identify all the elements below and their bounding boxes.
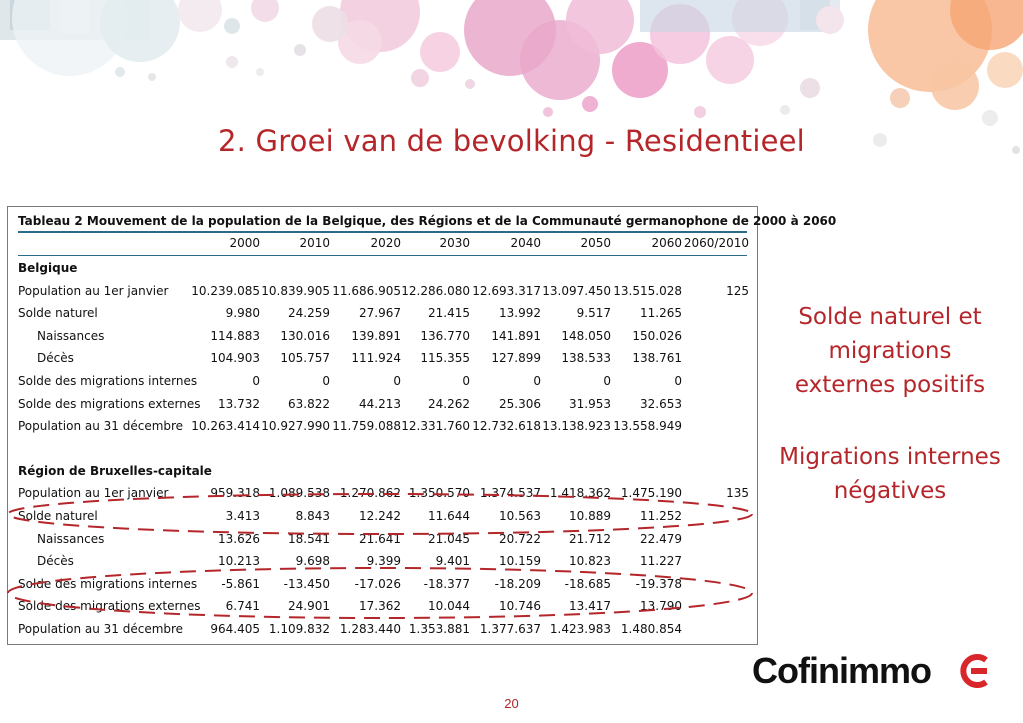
table-row [8, 329, 759, 347]
section-title: Belgique [18, 261, 78, 275]
table-cell: 0 [322, 374, 330, 388]
table-cell: 12.331.760 [401, 419, 470, 433]
table-cell: 10.839.905 [261, 284, 330, 298]
row-label: Décès [37, 351, 74, 365]
table-cell: -5.861 [221, 577, 260, 591]
table-cell: 31.953 [569, 397, 611, 411]
table-cell: 6.741 [225, 599, 260, 613]
table-cell: 0 [533, 374, 541, 388]
table-cell: 13.558.949 [613, 419, 682, 433]
table-cell: 1.270.862 [339, 486, 401, 500]
population-table [7, 206, 837, 645]
table-cell: 1.423.983 [549, 622, 611, 636]
table-cell: 135 [726, 486, 749, 500]
table-cell: 8.843 [295, 509, 330, 523]
table-cell: 18.541 [288, 532, 330, 546]
table-cell: 13.417 [569, 599, 611, 613]
table-row [8, 599, 759, 617]
page-number: 20 [504, 696, 519, 711]
column-header: 2040 [510, 236, 541, 250]
table-cell: 13.732 [218, 397, 260, 411]
row-label: Population au 31 décembre [18, 622, 184, 636]
table-cell: 138.533 [561, 351, 611, 365]
table-cell: 12.286.080 [401, 284, 470, 298]
table-cell: 959.318 [210, 486, 260, 500]
table-cell: 21.415 [428, 306, 470, 320]
table-cell: 9.399 [366, 554, 401, 568]
row-label: Solde des migrations externes [18, 397, 201, 411]
table-cell: 1.350.570 [408, 486, 470, 500]
table-row [8, 351, 759, 369]
table-cell: 1.374.537 [479, 486, 541, 500]
table-row [8, 577, 759, 595]
note-solde-positifs [770, 300, 1010, 402]
column-header: 2020 [370, 236, 401, 250]
table-cell: 11.227 [640, 554, 682, 568]
table-header-rule [18, 255, 747, 256]
table-cell: -18.685 [564, 577, 611, 591]
table-cell: 13.992 [499, 306, 541, 320]
logo-wordmark: Cofinimmo [752, 650, 931, 691]
note-1-line-3: externes positifs [794, 372, 986, 398]
table-cell: 12.732.618 [472, 419, 541, 433]
table-cell: 1.109.832 [268, 622, 330, 636]
note-migrations-internes [765, 440, 1015, 508]
table-row [8, 306, 759, 324]
table-cell: -17.026 [354, 577, 401, 591]
table-cell: 10.239.085 [191, 284, 260, 298]
table-row [8, 622, 759, 640]
table-row [8, 397, 759, 415]
table-cell: 13.790 [640, 599, 682, 613]
table-cell: 1.377.637 [479, 622, 541, 636]
table-cell: 20.722 [499, 532, 541, 546]
table-cell: 0 [462, 374, 470, 388]
table-cell: 1.480.854 [620, 622, 682, 636]
note-1-line-1: Solde naturel et [798, 304, 982, 330]
table-cell: 13.515.028 [613, 284, 682, 298]
column-header: 2060 [651, 236, 682, 250]
table-cell: 9.517 [576, 306, 611, 320]
table-cell: 13.626 [218, 532, 260, 546]
column-header: 2050 [580, 236, 611, 250]
table-cell: 138.761 [632, 351, 682, 365]
table-cell: 10.563 [499, 509, 541, 523]
table-cell: 32.653 [640, 397, 682, 411]
table-cell: 104.903 [210, 351, 260, 365]
row-label: Naissances [37, 532, 105, 546]
table-cell: 24.901 [288, 599, 330, 613]
table-cell: 0 [393, 374, 401, 388]
section-header-row [8, 261, 759, 279]
section-header-row [8, 464, 759, 482]
row-label: Solde des migrations internes [18, 577, 198, 591]
table-top-rule [18, 231, 747, 233]
table-row [8, 374, 759, 392]
table-cell: -18.377 [423, 577, 470, 591]
table-cell: 11.644 [428, 509, 470, 523]
table-cell: 0 [252, 374, 260, 388]
table-cell: 13.138.923 [542, 419, 611, 433]
note-2-line-2: négatives [833, 478, 947, 504]
table-cell: 148.050 [561, 329, 611, 343]
row-label: Solde des migrations externes [18, 599, 201, 613]
note-1-line-2: migrations [828, 338, 952, 364]
table-cell: 12.242 [359, 509, 401, 523]
table-cell: -18.209 [494, 577, 541, 591]
table-cell: 44.213 [359, 397, 401, 411]
row-label: Solde naturel [18, 509, 98, 523]
table-row [8, 509, 759, 527]
table-cell: 130.016 [280, 329, 330, 343]
table-cell: 964.405 [210, 622, 260, 636]
table-cell: 1.418.362 [549, 486, 611, 500]
column-header: 2060/2010 [683, 236, 749, 250]
table-cell: -13.450 [283, 577, 330, 591]
table-cell: 10.159 [499, 554, 541, 568]
table-header-row [8, 236, 759, 254]
table-cell: 11.252 [640, 509, 682, 523]
table-cell: 1.353.881 [408, 622, 470, 636]
table-cell: 9.980 [225, 306, 260, 320]
slide-title: 2. Groei van de bevolking - Residentieel [218, 124, 805, 158]
table-cell: 10.889 [569, 509, 611, 523]
table-cell: 139.891 [351, 329, 401, 343]
table-cell: 125 [726, 284, 749, 298]
cofinimmo-logo [752, 650, 992, 694]
table-cell: 21.641 [359, 532, 401, 546]
row-label: Solde naturel [18, 306, 98, 320]
table-cell: 12.693.317 [472, 284, 541, 298]
table-cell: 10.044 [428, 599, 470, 613]
table-cell: 9.401 [435, 554, 470, 568]
row-label: Population au 31 décembre [18, 419, 184, 433]
row-label: Solde des migrations internes [18, 374, 198, 388]
table-cell: 114.883 [210, 329, 260, 343]
table-caption: Tableau 2 Mouvement de la population de la Belgique, des Régions et de la Communauté germanophone de 2000 à 2060 [18, 214, 837, 228]
table-row [8, 532, 759, 550]
table-cell: -19.378 [635, 577, 682, 591]
logo-mark-icon [956, 654, 990, 688]
table-cell: 1.089.538 [268, 486, 330, 500]
table-cell: 11.686.905 [332, 284, 401, 298]
table-cell: 25.306 [499, 397, 541, 411]
table-cell: 13.097.450 [542, 284, 611, 298]
table-cell: 63.822 [288, 397, 330, 411]
table-cell: 11.759.088 [332, 419, 401, 433]
table-cell: 10.213 [218, 554, 260, 568]
table-cell: 9.698 [295, 554, 330, 568]
table-cell: 115.355 [420, 351, 470, 365]
table-cell: 24.259 [288, 306, 330, 320]
table-cell: 17.362 [359, 599, 401, 613]
table-cell: 10.746 [499, 599, 541, 613]
table-cell: 136.770 [420, 329, 470, 343]
column-header: 2000 [229, 236, 260, 250]
table-cell: 24.262 [428, 397, 470, 411]
table-cell: 127.899 [491, 351, 541, 365]
row-label: Population au 1er janvier [18, 284, 169, 298]
table-row [8, 284, 759, 302]
table-cell: 0 [674, 374, 682, 388]
table-cell: 0 [603, 374, 611, 388]
table-cell: 10.823 [569, 554, 611, 568]
table-cell: 111.924 [351, 351, 401, 365]
table-row [8, 486, 759, 504]
table-cell: 150.026 [632, 329, 682, 343]
table-cell: 10.263.414 [191, 419, 260, 433]
section-title: Région de Bruxelles-capitale [18, 463, 212, 478]
table-cell: 27.967 [359, 306, 401, 320]
column-header: 2030 [439, 236, 470, 250]
table-cell: 22.479 [640, 532, 682, 546]
column-header: 2010 [299, 236, 330, 250]
table-cell: 1.475.190 [620, 486, 682, 500]
table-cell: 1.283.440 [339, 622, 401, 636]
row-label: Décès [37, 554, 74, 568]
table-cell: 11.265 [640, 306, 682, 320]
table-cell: 10.927.990 [261, 419, 330, 433]
table-row [8, 554, 759, 572]
table-cell: 21.712 [569, 532, 611, 546]
table-row [8, 419, 759, 437]
table-cell: 141.891 [491, 329, 541, 343]
note-2-line-1: Migrations internes [779, 444, 1001, 470]
table-cell: 3.413 [225, 509, 260, 523]
table-cell: 21.045 [428, 532, 470, 546]
row-label: Population au 1er janvier [18, 486, 169, 500]
row-label: Naissances [37, 329, 105, 343]
table-cell: 105.757 [280, 351, 330, 365]
